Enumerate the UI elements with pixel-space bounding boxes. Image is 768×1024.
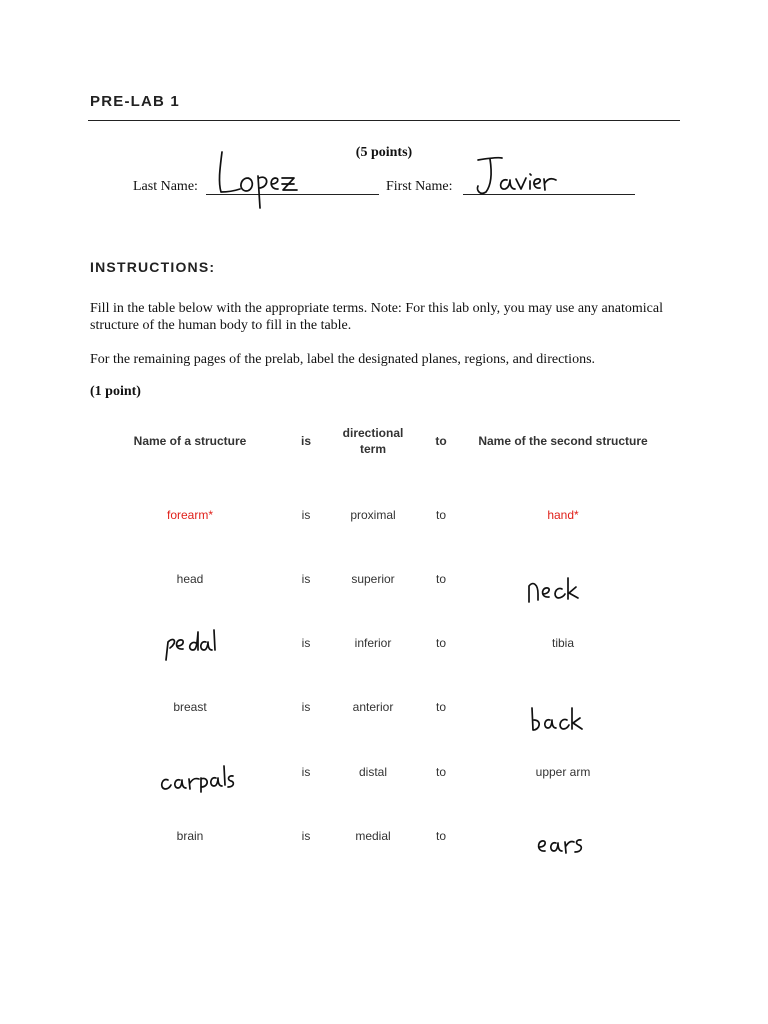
instructions-paragraph-2: For the remaining pages of the prelab, label the designated planes, regions, and directions. xyxy=(90,352,596,367)
table-cell-structure-handwriting[interactable] xyxy=(160,628,220,662)
table-cell-second-handwriting[interactable] xyxy=(526,576,586,604)
table-cell-second-handwriting[interactable] xyxy=(528,706,584,734)
title-divider xyxy=(88,120,680,121)
points-total: (5 points) xyxy=(355,145,413,160)
table-cell-second: hand* xyxy=(547,508,579,522)
header-directional-term: directional term xyxy=(342,426,404,456)
table-cell-to: to xyxy=(435,572,447,586)
table-cell-is: is xyxy=(301,700,311,714)
table-cell-is: is xyxy=(301,508,311,522)
table-cell-second-handwriting[interactable] xyxy=(536,834,582,858)
table-cell-to: to xyxy=(435,829,447,843)
header-structure: Name of a structure xyxy=(133,434,247,448)
header-to: to xyxy=(435,434,447,448)
table-points: (1 point) xyxy=(90,384,141,399)
table-cell-second: upper arm xyxy=(535,765,591,779)
name-row xyxy=(133,160,653,200)
first-name-handwriting xyxy=(470,152,560,202)
table-cell-term: inferior xyxy=(354,636,392,650)
table-cell-is: is xyxy=(301,636,311,650)
first-name-label: First Name: xyxy=(386,179,453,194)
table-cell-structure: breast xyxy=(173,700,207,714)
table-cell-to: to xyxy=(435,508,447,522)
table-cell-structure: forearm* xyxy=(166,508,214,522)
instructions-paragraph-1: Fill in the table below with the appropriate terms. Note: For this lab only, you may use any anatomical structure of the human body to fill in the table. xyxy=(90,301,663,333)
table-cell-is: is xyxy=(301,829,311,843)
table-cell-to: to xyxy=(435,765,447,779)
header-second-structure: Name of the second structure xyxy=(478,434,648,448)
table-cell-is: is xyxy=(301,765,311,779)
table-cell-term: distal xyxy=(358,765,388,779)
table-cell-structure: head xyxy=(176,572,204,586)
table-cell-to: to xyxy=(435,700,447,714)
page-title: PRE-LAB 1 xyxy=(90,93,180,110)
table-cell-term: proximal xyxy=(350,508,396,522)
table-cell-second: tibia xyxy=(551,636,575,650)
last-name-label: Last Name: xyxy=(133,179,198,194)
table-cell-structure-handwriting[interactable] xyxy=(158,762,234,792)
instructions-heading: INSTRUCTIONS: xyxy=(90,259,216,275)
table-cell-term: superior xyxy=(351,572,395,586)
table-cell-term: anterior xyxy=(352,700,394,714)
table-cell-to: to xyxy=(435,636,447,650)
table-cell-is: is xyxy=(301,572,311,586)
table-cell-term: medial xyxy=(355,829,391,843)
table-cell-structure: brain xyxy=(176,829,204,843)
header-is: is xyxy=(300,434,312,448)
last-name-handwriting xyxy=(212,148,302,210)
